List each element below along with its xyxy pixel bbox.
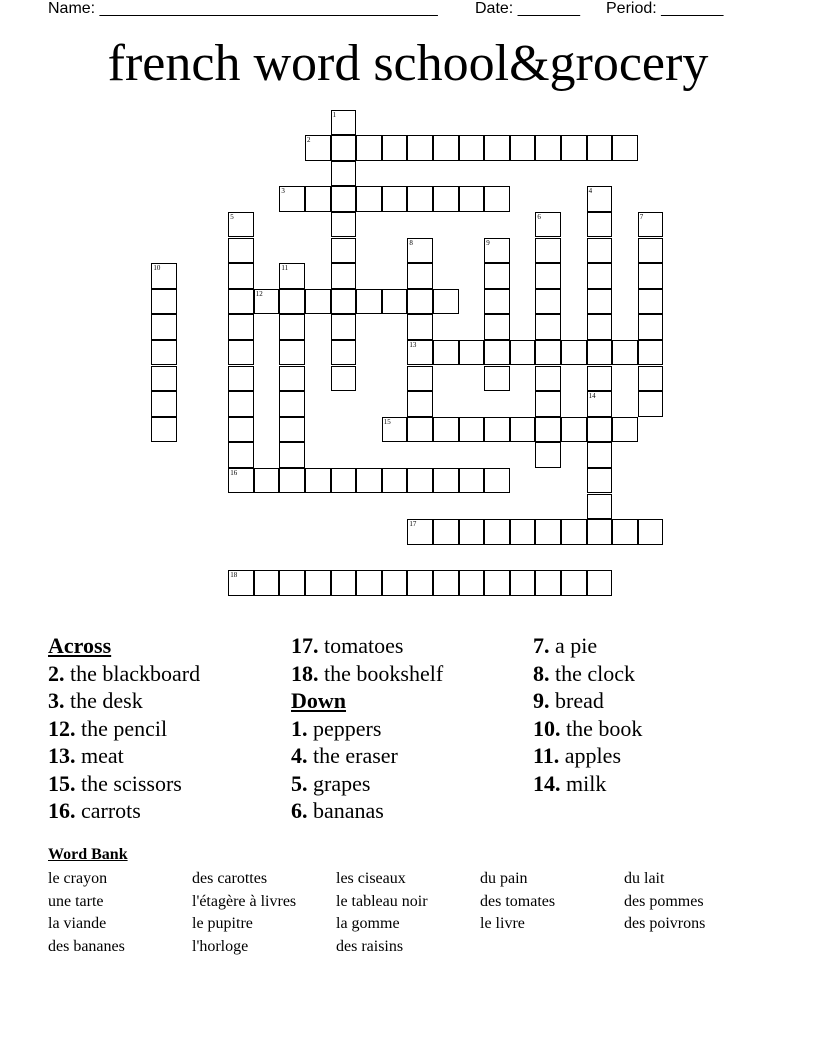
clue-text: apples [564,743,621,768]
clue-text: grapes [313,770,371,796]
crossword-cell[interactable] [356,468,382,494]
crossword-cell[interactable] [535,289,561,315]
crossword-cell[interactable] [407,186,433,212]
crossword-cell[interactable] [587,314,613,340]
crossword-cell[interactable] [484,519,510,545]
crossword-cell[interactable] [638,340,664,366]
clue-start-number: 12 [255,289,263,298]
word-bank-column-2 [192,868,296,958]
crossword-cell[interactable] [228,417,254,443]
crossword-cell[interactable] [587,494,613,520]
word-bank-item: le crayon [48,870,108,887]
crossword-cell[interactable] [228,391,254,417]
clue-text: the scissors [81,770,182,796]
crossword-cell[interactable] [382,468,408,494]
word-bank-item: une tarte [48,892,104,910]
crossword-cell[interactable] [407,366,433,392]
word-bank-item: des raisins [336,937,404,955]
clue-across-13 [48,742,200,770]
date-field-label: Date: _______ [475,0,580,17]
clue-number: 11. [533,743,560,768]
crossword-cell[interactable] [638,391,664,417]
crossword-cell[interactable] [587,263,613,289]
crossword-cell[interactable] [331,263,357,289]
clue-number: 18. [291,660,319,686]
clue-number: 12. [48,715,76,741]
word-bank-item: du lait [624,870,665,887]
word-bank-column-4 [480,868,555,936]
word-bank-item: le tableau noir [336,892,428,910]
crossword-cell[interactable] [305,289,331,315]
word-bank-item: des pommes [624,892,704,910]
clue-start-number: 13 [409,340,417,349]
word-bank-item: des poivrons [624,915,706,932]
crossword-cell[interactable] [484,135,510,161]
crossword-cell[interactable] [151,340,177,366]
word-bank-column-1 [48,868,125,958]
crossword-cell[interactable] [484,570,510,596]
crossword-cell[interactable] [407,263,433,289]
clue-start-number: 9 [486,238,490,247]
crossword-cell[interactable] [331,340,357,366]
clue-text: carrots [81,798,141,823]
clue-number: 9. [533,688,550,713]
across-heading: Across [48,633,112,658]
page-title: french word school&grocery [107,35,709,92]
crossword-cell[interactable] [510,519,536,545]
crossword-cell[interactable] [587,212,613,238]
crossword-cell[interactable] [407,289,433,315]
crossword-cell[interactable] [382,135,408,161]
clue-across-12 [48,715,200,743]
crossword-cell[interactable] [535,417,561,443]
crossword-cell[interactable] [459,135,485,161]
crossword-cell[interactable] [407,391,433,417]
clue-text: bananas [313,798,384,823]
clue-start-number: 6 [537,212,541,221]
clue-number: 10. [533,715,561,741]
crossword-cell[interactable] [587,135,613,161]
crossword-cell[interactable] [331,186,357,212]
crossword-cell[interactable] [535,570,561,596]
clue-start-number: 2 [307,136,311,145]
clue-number: 8. [533,660,550,686]
word-bank-item: l'étagère à livres [192,892,297,910]
crossword-cell[interactable] [433,570,459,596]
clue-across-16 [48,797,200,825]
crossword-cell[interactable] [279,468,305,494]
clue-start-number: 14 [588,392,596,401]
crossword-cell[interactable] [331,314,357,340]
clue-down-5 [291,770,443,798]
crossword-cell[interactable] [484,263,510,289]
clue-number: 14. [533,770,561,796]
clue-number: 17. [291,633,319,658]
crossword-cell[interactable] [279,340,305,366]
clue-across-18 [291,660,443,688]
crossword-cell[interactable] [433,186,459,212]
crossword-cell[interactable] [484,366,510,392]
crossword-cell[interactable] [407,417,433,443]
crossword-cell[interactable] [305,468,331,494]
crossword-cell[interactable] [638,263,664,289]
crossword-cell[interactable] [535,314,561,340]
crossword-cell[interactable] [535,340,561,366]
clue-start-number: 1 [332,110,337,119]
crossword-cell[interactable] [279,314,305,340]
clue-across-17 [291,632,443,660]
crossword-cell[interactable] [433,340,459,366]
crossword-cell[interactable] [228,289,254,315]
crossword-cell[interactable] [331,468,357,494]
crossword-cell[interactable] [612,340,638,366]
crossword-cell[interactable] [228,340,254,366]
crossword-cell[interactable] [151,289,177,315]
crossword-cell[interactable] [638,289,664,315]
clues-column-2 [291,632,443,825]
clue-start-number: 7 [639,212,644,221]
crossword-cell[interactable] [561,417,587,443]
crossword-cell[interactable] [331,135,357,161]
clue-text: meat [81,743,124,768]
crossword-cell[interactable] [151,391,177,417]
crossword-cell[interactable] [612,135,638,161]
clue-start-number: 8 [409,238,413,247]
clue-number: 7. [533,633,550,658]
clue-down-6 [291,797,443,825]
clue-start-number: 5 [230,212,234,221]
crossword-cell[interactable] [151,314,177,340]
crossword-cell[interactable] [484,289,510,315]
clue-down-1 [291,715,443,743]
crossword-cell[interactable] [356,570,382,596]
crossword-cell[interactable] [587,570,613,596]
word-bank-item: des bananes [48,937,125,955]
clue-start-number: 4 [588,187,593,196]
crossword-cell[interactable] [433,468,459,494]
crossword-cell[interactable] [331,570,357,596]
word-bank-item: la gomme [336,915,400,932]
clue-text: the bookshelf [324,660,444,686]
word-bank-item: les ciseaux [336,870,406,887]
clue-down-11 [533,742,642,770]
crossword-cell[interactable] [535,391,561,417]
crossword-cell[interactable] [535,519,561,545]
clue-across-2 [48,660,200,688]
crossword-cell[interactable] [612,519,638,545]
clue-text: bread [555,688,604,713]
crossword-cell[interactable] [382,570,408,596]
crossword-cell[interactable] [459,570,485,596]
clue-down-8 [533,660,642,688]
crossword-cell[interactable] [279,442,305,468]
clue-text: the desk [70,688,143,713]
down-heading: Down [291,688,347,713]
crossword-cell[interactable] [638,366,664,392]
clue-start-number: 18 [230,571,238,580]
crossword-cell[interactable] [510,570,536,596]
crossword-cell[interactable] [459,468,485,494]
crossword-cell[interactable] [612,417,638,443]
word-bank-item: des carottes [192,870,268,887]
crossword-cell[interactable] [382,289,408,315]
clue-across-15 [48,770,200,798]
crossword-cell[interactable] [561,135,587,161]
word-bank-item: la viande [48,915,107,932]
crossword-cell[interactable] [331,238,357,264]
clue-number: 1. [291,715,308,741]
crossword-cell[interactable] [484,417,510,443]
crossword-cell[interactable] [254,468,280,494]
crossword-cell[interactable] [151,417,177,443]
clue-number: 2. [48,660,65,686]
clue-down-14 [533,770,642,798]
clue-across-3 [48,687,200,715]
crossword-cell[interactable] [459,519,485,545]
period-field-label: Period: _______ [606,0,724,17]
word-bank-item: des tomates [480,892,556,910]
crossword-cell[interactable] [561,570,587,596]
clue-down-10 [533,715,642,743]
crossword-cell[interactable] [228,366,254,392]
crossword-cell[interactable] [331,212,357,238]
clue-down-9 [533,687,642,715]
crossword-cell[interactable] [510,417,536,443]
crossword-cell[interactable] [433,135,459,161]
clue-number: 3. [48,688,65,713]
crossword-cell[interactable] [407,135,433,161]
crossword-cell[interactable] [279,570,305,596]
crossword-cell[interactable] [279,289,305,315]
crossword-cell[interactable] [331,366,357,392]
crossword-cell[interactable] [151,366,177,392]
clue-text: peppers [313,715,382,741]
crossword-cell[interactable] [305,570,331,596]
word-bank-item: le livre [480,915,525,932]
crossword-cell[interactable] [331,289,357,315]
crossword-cell[interactable] [254,570,280,596]
clue-number: 4. [291,743,308,768]
crossword-cell[interactable] [587,289,613,315]
crossword-cell[interactable] [587,468,613,494]
crossword-cell[interactable] [356,289,382,315]
crossword-cell[interactable] [228,238,254,264]
crossword-cell[interactable] [279,417,305,443]
crossword-cell[interactable] [484,468,510,494]
word-bank-column-5 [624,868,705,936]
word-bank-item: l'horloge [192,937,249,955]
crossword-cell[interactable] [587,417,613,443]
crossword-cell[interactable] [535,135,561,161]
clue-text: the eraser [313,743,398,768]
clue-number: 13. [48,743,76,768]
clue-text: the clock [555,660,636,686]
crossword-cell[interactable] [484,186,510,212]
crossword-cell[interactable] [228,314,254,340]
clue-number: 5. [291,770,308,796]
crossword-cell[interactable] [561,340,587,366]
clue-text: the pencil [81,715,168,741]
word-bank-title: Word Bank [48,846,128,863]
crossword-cell[interactable] [459,417,485,443]
crossword-cell[interactable] [587,238,613,264]
crossword-cell[interactable] [535,366,561,392]
crossword-cell[interactable] [433,519,459,545]
clue-text: a pie [555,633,598,658]
name-field-label: Name: ______________________________________ [48,0,438,17]
crossword-cell[interactable] [535,263,561,289]
clue-number: 15. [48,770,76,796]
crossword-cell[interactable] [638,519,664,545]
clue-text: tomatoes [324,633,404,658]
clues-column-3 [533,632,642,797]
word-bank-item: le pupitre [192,915,253,932]
clue-start-number: 10 [153,264,161,273]
clue-text: the book [566,715,643,741]
crossword-cell[interactable] [279,366,305,392]
crossword-cell[interactable] [459,340,485,366]
clue-start-number: 17 [409,520,417,529]
clue-number: 16. [48,798,76,823]
clue-text: the blackboard [70,660,201,686]
clue-down-4 [291,742,443,770]
crossword-cell[interactable] [484,340,510,366]
clue-start-number: 16 [230,468,238,477]
crossword-cell[interactable] [407,314,433,340]
word-bank-item: du pain [480,870,528,887]
crossword-cell[interactable] [407,468,433,494]
crossword-cell[interactable] [587,519,613,545]
crossword-cell[interactable] [535,442,561,468]
clue-start-number: 11 [281,264,289,273]
crossword-cell[interactable] [382,186,408,212]
clue-start-number: 15 [383,417,391,426]
clue-text: milk [566,770,607,796]
clues-column-1 [48,632,200,825]
crossword-cell[interactable] [433,417,459,443]
crossword-cell[interactable] [587,442,613,468]
crossword-cell[interactable] [459,186,485,212]
crossword-cell[interactable] [587,366,613,392]
clue-number: 6. [291,798,308,823]
clue-down-7 [533,632,642,660]
crossword-cell[interactable] [638,314,664,340]
word-bank-column-3 [336,868,428,958]
crossword-cell[interactable] [587,340,613,366]
crossword-cell[interactable] [279,391,305,417]
clue-start-number: 3 [281,187,285,196]
crossword-cell[interactable] [510,340,536,366]
crossword-cell[interactable] [484,314,510,340]
crossword-cell[interactable] [356,135,382,161]
crossword-cell[interactable] [331,161,357,187]
crossword-cell[interactable] [561,519,587,545]
crossword-cell[interactable] [407,570,433,596]
crossword-cell[interactable] [228,442,254,468]
crossword-cell[interactable] [433,289,459,315]
crossword-cell[interactable] [535,238,561,264]
crossword-cell[interactable] [510,135,536,161]
crossword-cell[interactable] [228,263,254,289]
crossword-cell[interactable] [638,238,664,264]
crossword-cell[interactable] [356,186,382,212]
crossword-cell[interactable] [305,186,331,212]
